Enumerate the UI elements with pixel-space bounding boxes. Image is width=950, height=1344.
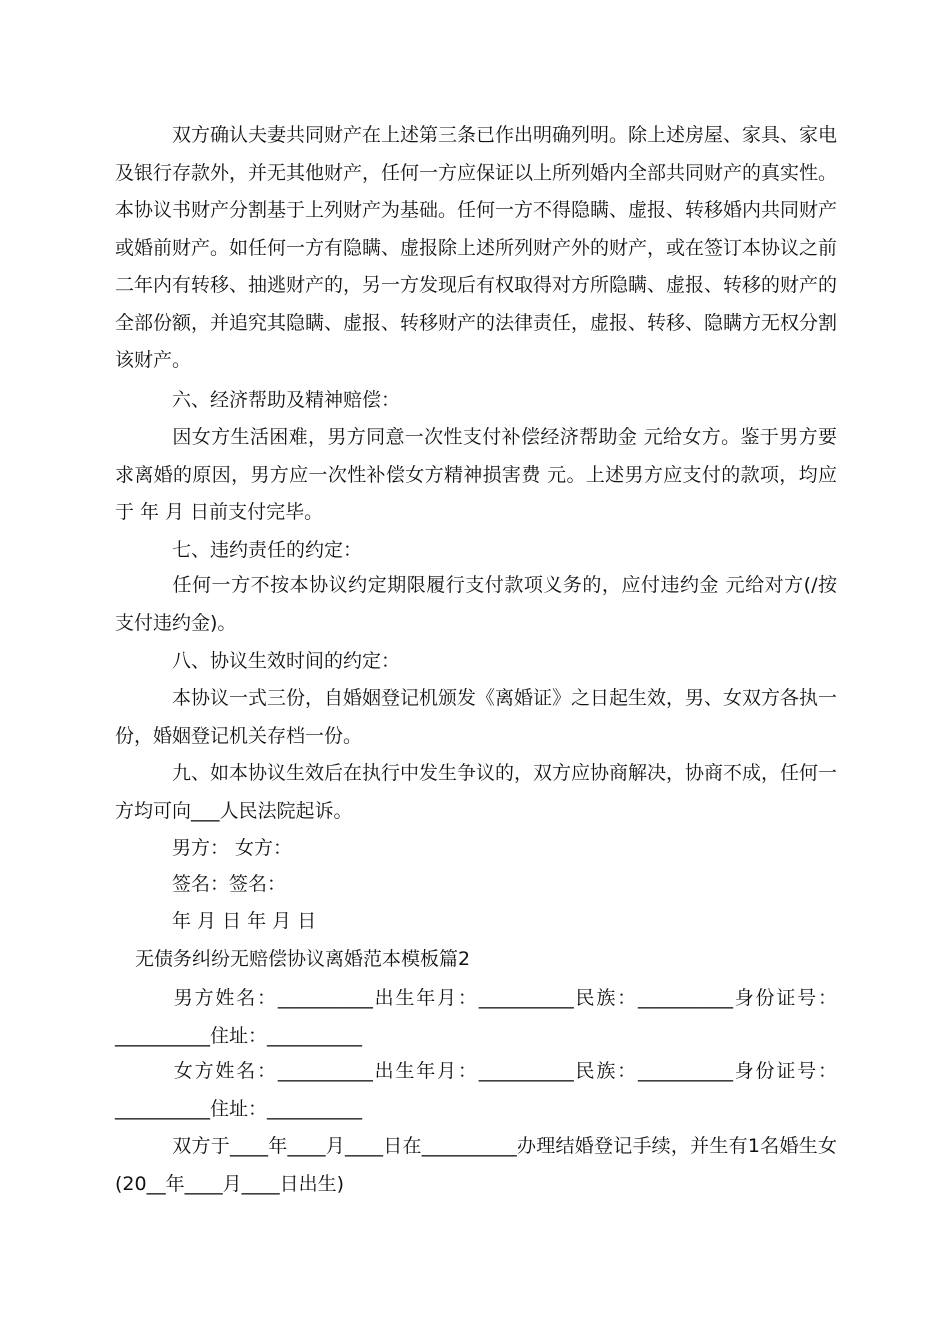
- paragraph-marriage-registration: 双方于____年____月____日在__________办理结婚登记手续，并生有1名婚生女(20__年____月____日出生): [115, 1135, 837, 1195]
- paragraph-property-confirmation: 双方确认夫妻共同财产在上述第三条已作出明确列明。除上述房屋、家具、家电及银行存款外，并无其他财产，任何一方应保证以上所列婚内全部共同财产的真实性。本协议书财产分割基于上列财产为基础。任何一方不得隐瞒、虚报、转移婚内共同财产或婚前财产。如任何一方有隐瞒、虚报除上述所列财产外的财产，或在签订本协议之前 二年内有转移、抽逃财产的，另一方发现后有权取得对方所隐瞒、虚报、转移的财产的全部份额，并追究其隐瞒、虚报、转移财产的法律责任，虚报、转移、隐瞒方无权分割该财产。: [115, 124, 838, 371]
- signature-dates: 年 月 日 年 月 日: [172, 910, 317, 932]
- paragraph-economic-help: 因女方生活困难，男方同意一次性支付补偿经济帮助金 元给女方。鉴于男方要求离婚的原因，男方应一次性补偿女方精神损害费 元。上述男方应支付的款项，均应于 年 月 日前支付完毕。: [115, 426, 837, 523]
- paragraph-breach-liability: 任何一方不按本协议约定期限履行支付款项义务的，应付违约金 元给对方(/按支付违约金)。: [115, 574, 837, 634]
- paragraph-male-info: 男方姓名：__________出生年月：__________民族：__________身份证号：__________住址：__________: [115, 987, 837, 1047]
- paragraph-female-info: 女方姓名：__________出生年月：__________民族：__________身份证号：__________住址：__________: [115, 1060, 837, 1120]
- heading-economic-help: 六、经济帮助及精神赔偿：: [172, 389, 401, 411]
- heading-effective-time: 八、协议生效时间的约定：: [172, 650, 401, 672]
- paragraph-effective-time: 本协议一式三份，自婚姻登记机颁发《离婚证》之日起生效，男、女双方各执一份，婚姻登记机关存档一份。: [115, 687, 838, 747]
- heading-breach-liability: 七、违约责任的约定：: [172, 539, 363, 561]
- section-title: 无债务纠纷无赔偿协议离婚范本模板篇2: [135, 948, 471, 970]
- signature-names: 签名：签名：: [172, 873, 287, 895]
- paragraph-dispute: 九、如本协议生效后在执行中发生争议的，双方应协商解决，协商不成，任何一方均可向___人民法院起诉。: [115, 762, 838, 822]
- signature-parties: 男方： 女方：: [172, 837, 293, 859]
